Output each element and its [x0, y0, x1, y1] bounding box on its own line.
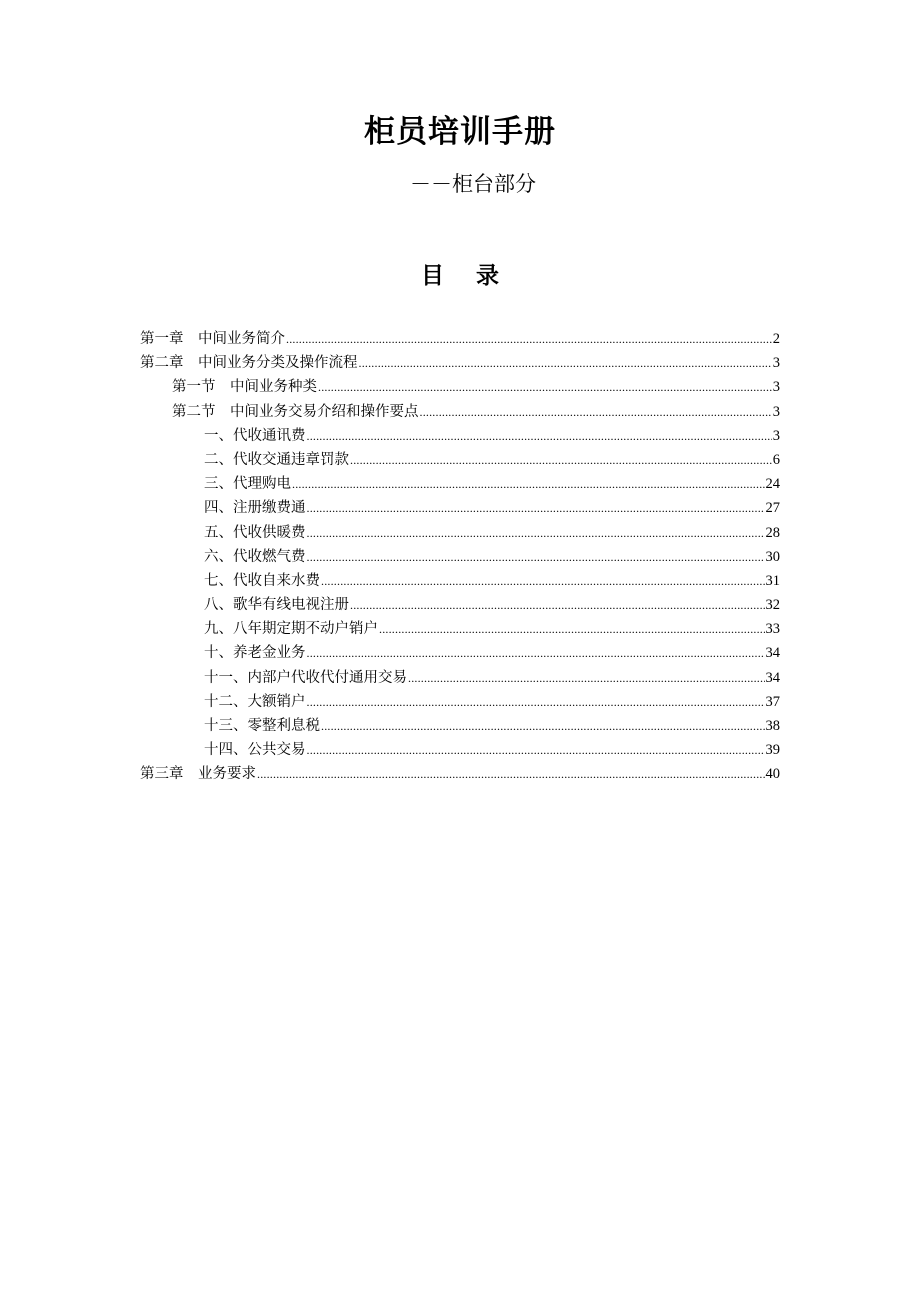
toc-entry[interactable]	[140, 448, 780, 472]
toc-entry-page: 39	[765, 742, 780, 759]
toc-leader	[420, 400, 772, 424]
toc-leader	[350, 593, 765, 617]
toc-entry[interactable]	[140, 714, 780, 738]
toc-entry-label: 十三、零整利息税	[204, 718, 320, 734]
toc-entry-page: 28	[765, 524, 780, 541]
toc-entry[interactable]	[140, 569, 780, 593]
toc-heading: 目 录	[420, 263, 500, 289]
toc-entry[interactable]	[140, 641, 780, 665]
toc-entry-page: 27	[765, 500, 780, 517]
toc-leader	[307, 690, 765, 714]
toc-entry-label: 七、代收自来水费	[204, 572, 320, 589]
toc-entry-label: 十二、大额销户	[204, 693, 306, 710]
toc-leader	[321, 569, 765, 593]
toc-entry-page: 3	[772, 355, 780, 372]
toc-entry[interactable]	[140, 351, 780, 375]
toc-entry-label: 八、歌华有线电视注册	[204, 597, 349, 614]
toc-entry-page: 40	[765, 766, 780, 783]
toc-leader	[257, 762, 765, 786]
toc-entry-label: 第三章 业务要求	[140, 766, 256, 783]
toc-leader	[359, 351, 772, 375]
toc-entry-page: 3	[772, 427, 780, 444]
toc-entry-label: 十一、内部户代收代付通用交易	[204, 669, 407, 686]
toc-entry-page: 31	[765, 572, 780, 589]
toc-entry-page: 38	[765, 718, 780, 734]
document-title: 柜员培训手册	[364, 114, 556, 150]
toc-entry-label: 三、代理购电	[204, 476, 291, 493]
toc-entry-page: 34	[765, 645, 780, 662]
toc-entry-label: 四、注册缴费通	[204, 500, 306, 517]
toc-leader	[408, 666, 765, 690]
toc-entry-label: 九、八年期定期不动户销户	[204, 621, 378, 638]
toc-leader	[292, 472, 765, 496]
toc-entry-page: 6	[772, 451, 780, 468]
toc-entry-page: 33	[765, 621, 780, 638]
toc-entry[interactable]	[140, 424, 780, 448]
toc-entry-label: 第二节 中间业务交易介绍和操作要点	[172, 403, 419, 420]
toc-entry-page: 3	[772, 379, 780, 396]
toc-entry-label: 二、代收交通违章罚款	[204, 451, 349, 468]
toc-entry[interactable]	[140, 400, 780, 424]
toc-leader	[307, 521, 765, 545]
toc-leader	[318, 375, 772, 399]
toc-entry-label: 六、代收燃气费	[204, 548, 306, 565]
toc-entry-label: 五、代收供暖费	[204, 524, 306, 541]
toc-entry-page: 24	[765, 476, 780, 493]
toc-entry-label: 第二章 中间业务分类及操作流程	[140, 355, 358, 372]
toc-entry[interactable]	[140, 327, 780, 351]
toc-entry[interactable]	[140, 545, 780, 569]
toc-entry[interactable]	[140, 472, 780, 496]
toc-entry-label: 一、代收通讯费	[204, 427, 306, 444]
toc-leader	[350, 448, 772, 472]
toc-entry[interactable]	[140, 521, 780, 545]
toc-entry-page: 30	[765, 548, 780, 565]
toc-entry[interactable]	[140, 690, 780, 714]
toc-entry[interactable]	[140, 593, 780, 617]
toc-entry-page: 37	[765, 693, 780, 710]
toc-entry-page: 3	[772, 403, 780, 420]
toc-entry[interactable]	[140, 496, 780, 520]
toc-entry-page: 2	[772, 331, 780, 347]
toc-entry-page: 32	[765, 597, 780, 614]
toc-entry-page: 34	[765, 669, 780, 686]
toc-entry-label: 十四、公共交易	[204, 742, 306, 759]
toc-leader	[321, 714, 765, 738]
toc-entry[interactable]	[140, 762, 780, 786]
toc-entry-label: 十、养老金业务	[204, 645, 306, 662]
toc-leader	[307, 545, 765, 569]
toc-entry-label: 第一章 中间业务简介	[140, 331, 285, 347]
toc-leader	[307, 641, 765, 665]
toc-leader	[307, 496, 765, 520]
toc-entry[interactable]	[140, 666, 780, 690]
table-of-contents	[140, 327, 780, 787]
toc-leader	[286, 327, 772, 351]
toc-entry[interactable]	[140, 617, 780, 641]
toc-entry[interactable]	[140, 738, 780, 762]
document-subtitle: －－柜台部分	[410, 172, 536, 196]
toc-leader	[379, 617, 765, 641]
toc-entry-label: 第一节 中间业务种类	[172, 379, 317, 396]
toc-entry[interactable]	[140, 375, 780, 399]
toc-leader	[307, 424, 772, 448]
toc-leader	[307, 738, 765, 762]
